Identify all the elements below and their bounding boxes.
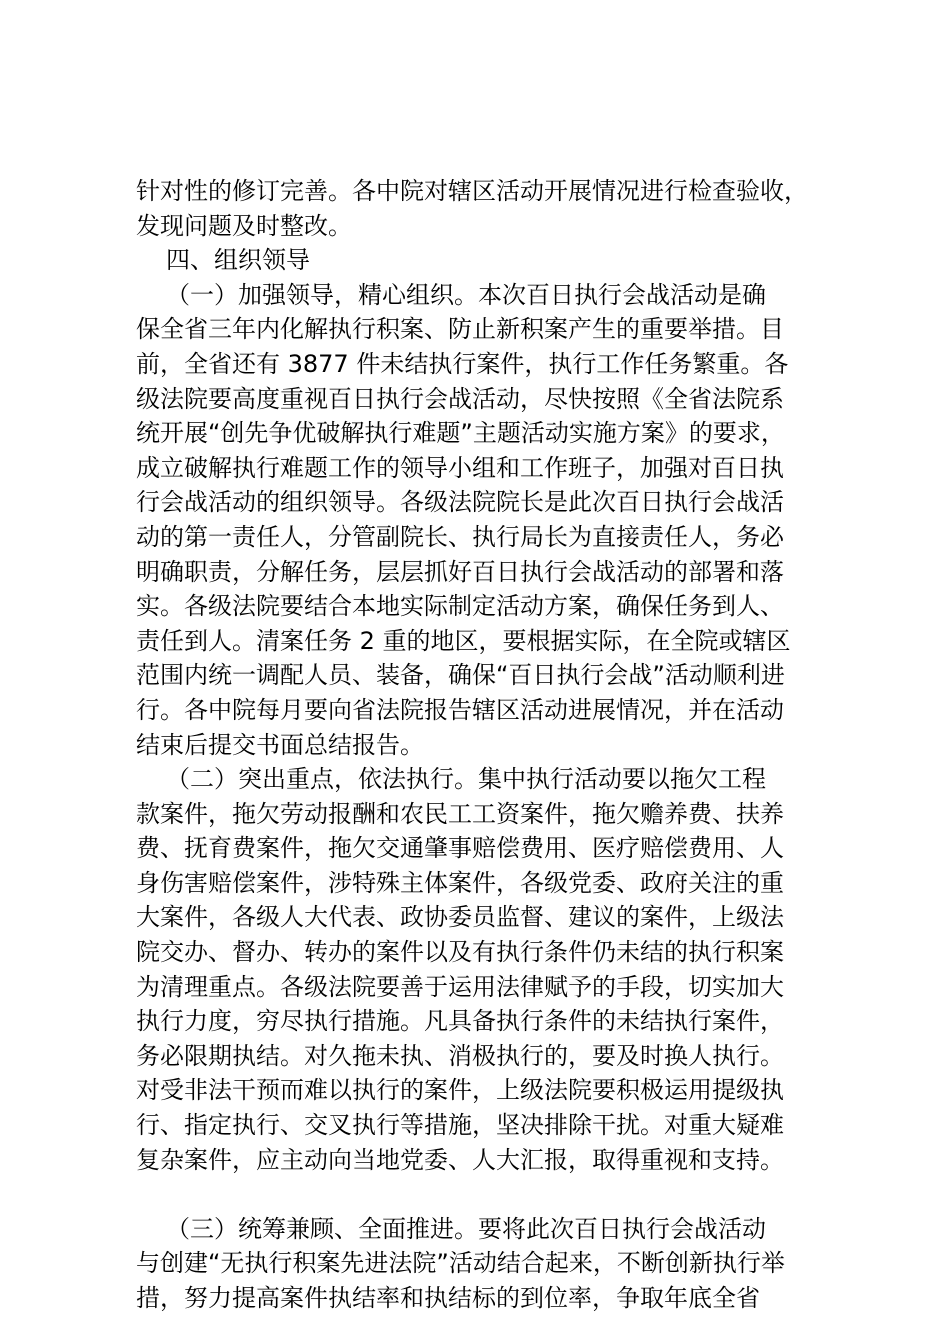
text-line: 身伤害赔偿案件，涉特殊主体案件，各级党委、政府关注的重 xyxy=(136,868,784,897)
text-line: 为清理重点。各级法院要善于运用法律赋予的手段，切实加大 xyxy=(136,972,784,1001)
text-line: 费、抚育费案件，拖欠交通肇事赔偿费用、医疗赔偿费用、人 xyxy=(136,834,784,863)
text-line: 与创建“无执行积案先进法院”活动结合起来，不断创新执行举 xyxy=(136,1249,785,1278)
text-line: 行会战活动的组织领导。各级法院院长是此次百日执行会战活 xyxy=(136,488,784,517)
text-line: 行、指定执行、交叉执行等措施，坚决排除干扰。对重大疑难 xyxy=(136,1111,784,1140)
blank-line xyxy=(136,1177,826,1212)
text-line: 行。各中院每月要向省法院报告辖区活动进展情况，并在活动 xyxy=(136,695,784,724)
text-line: 实。各级法院要结合本地实际制定活动方案，确保任务到人、 xyxy=(136,592,784,621)
text-line: 执行力度，穷尽执行措施。凡具备执行条件的未结执行案件， xyxy=(136,1007,784,1036)
text-line: 责任到人。清案任务 2 重的地区，要根据实际，在全院或辖区 xyxy=(136,626,791,655)
section-heading: 四、组织领导 xyxy=(166,246,310,275)
text-line: 保全省三年内化解执行积案、防止新积案产生的重要举措。目 xyxy=(136,315,784,344)
text-line: 范围内统一调配人员、装备，确保“百日执行会战”活动顺利进 xyxy=(136,661,785,690)
paragraph-start: （一）加强领导，精心组织。本次百日执行会战活动是确 xyxy=(166,280,766,309)
text-line: 前，全省还有 3877 件未结执行案件，执行工作任务繁重。各 xyxy=(136,349,789,378)
text-line: 复杂案件，应主动向当地党委、人大汇报，取得重视和支持。 xyxy=(136,1145,784,1174)
text-line: 务必限期执结。对久拖未执、消极执行的，要及时换人执行。 xyxy=(136,1041,784,1070)
text-line: 院交办、督办、转办的案件以及有执行条件仍未结的执行积案 xyxy=(136,938,784,967)
text-line: 措，努力提高案件执结率和执结标的到位率，争取年底全省 xyxy=(136,1284,760,1312)
paragraph-start: （三）统筹兼顾、全面推进。要将此次百日执行会战活动 xyxy=(166,1214,766,1243)
text-line: 结束后提交书面总结报告。 xyxy=(136,730,424,759)
text-line: 成立破解执行难题工作的领导小组和工作班子，加强对百日执 xyxy=(136,453,784,482)
text-line: 动的第一责任人，分管副院长、执行局长为直接责任人，务必 xyxy=(136,522,784,551)
text-line: 明确职责，分解任务，层层抓好百日执行会战活动的部署和落 xyxy=(136,557,784,586)
document-body xyxy=(136,174,826,1316)
text-line: 发现问题及时整改。 xyxy=(136,211,352,240)
text-line: 款案件，拖欠劳动报酬和农民工工资案件，拖欠赡养费、扶养 xyxy=(136,799,784,828)
text-line: 统开展“创先争优破解执行难题”主题活动实施方案》的要求， xyxy=(136,419,785,448)
paragraph-start: （二）突出重点，依法执行。集中执行活动要以拖欠工程 xyxy=(166,765,766,794)
text-line: 对受非法干预而难以执行的案件，上级法院要积极运用提级执 xyxy=(136,1076,784,1105)
text-line: 针对性的修订完善。各中院对辖区活动开展情况进行检查验收， xyxy=(136,177,808,205)
text-line: 大案件，各级人大代表、政协委员监督、建议的案件，上级法 xyxy=(136,903,784,932)
text-line: 级法院要高度重视百日执行会战活动，尽快按照《全省法院系 xyxy=(136,384,784,413)
